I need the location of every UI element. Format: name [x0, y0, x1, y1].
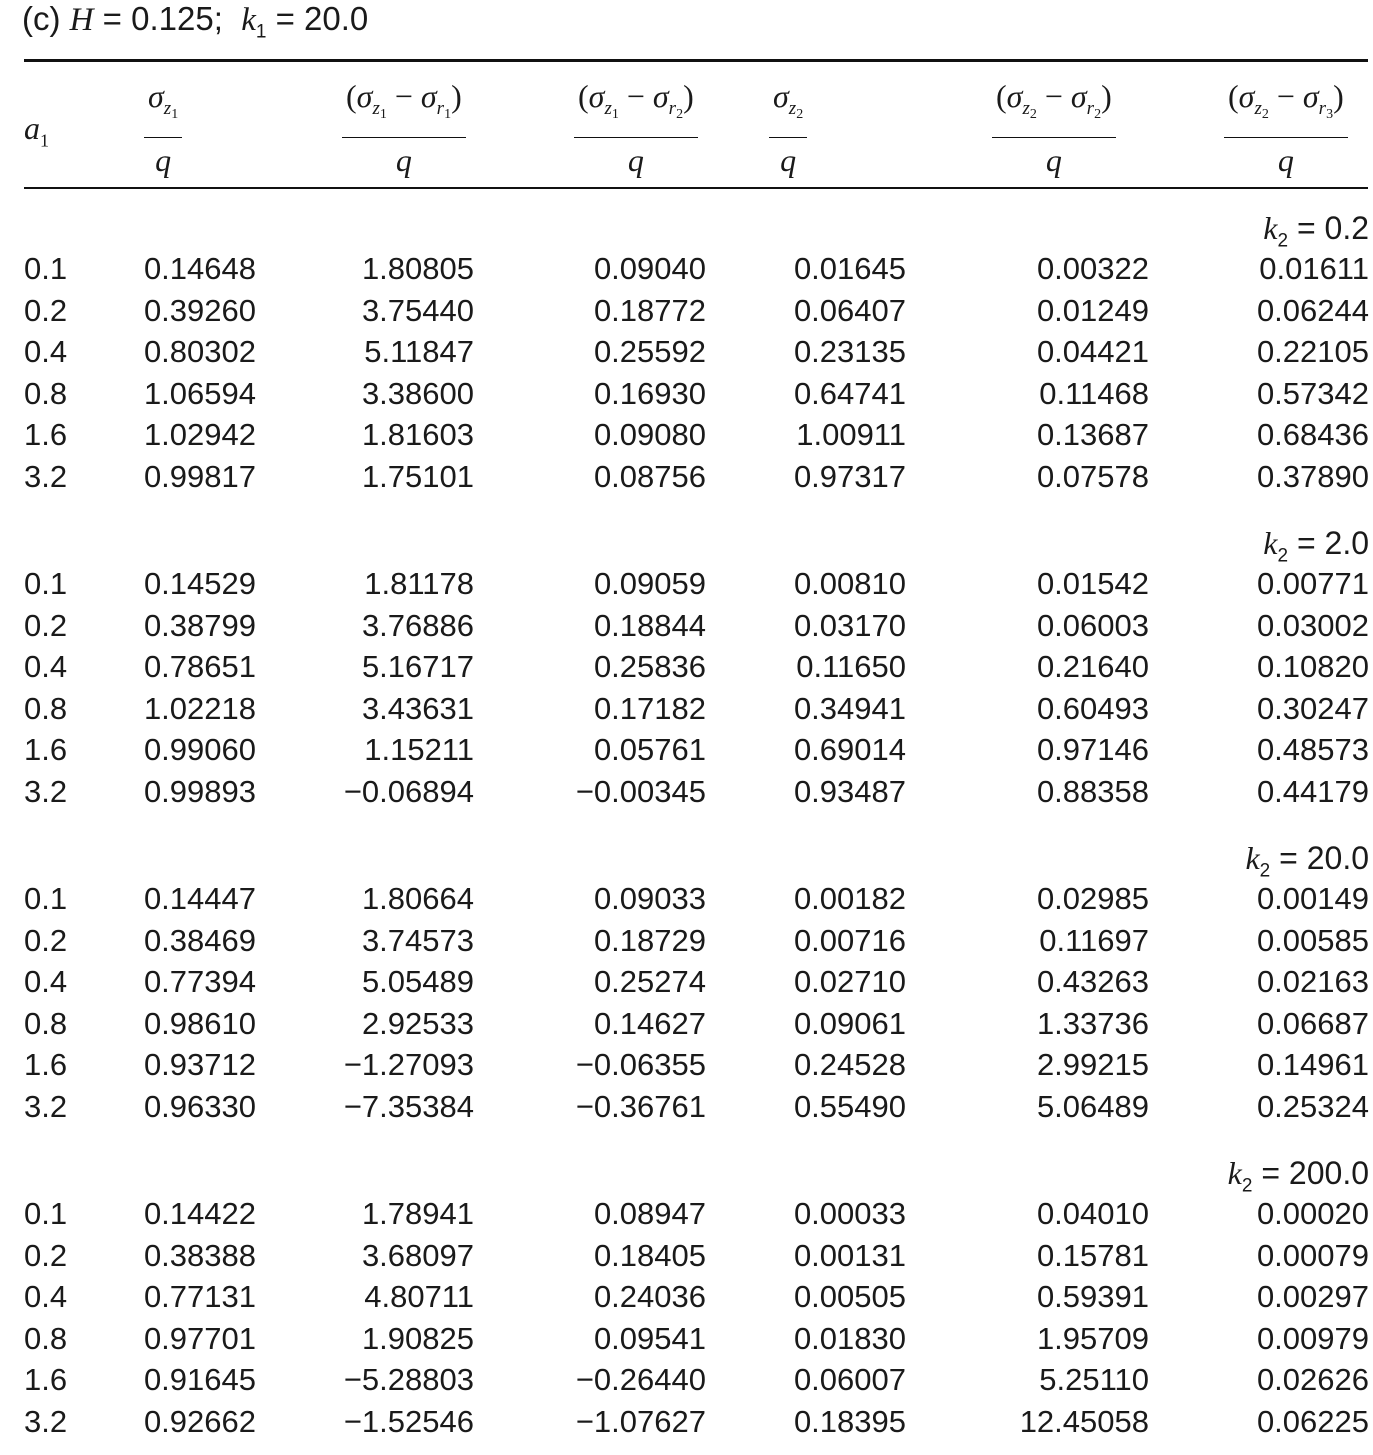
table-cell: 0.38469 [143, 922, 256, 958]
table-cell: 0.17182 [593, 690, 706, 726]
top-rule [24, 59, 1368, 62]
table-cell: 0.96330 [143, 1088, 256, 1124]
table-cell: 0.10820 [1256, 649, 1369, 684]
row-a1-value: 1.6 [24, 1362, 68, 1397]
table-cell: 0.09061 [793, 1005, 906, 1041]
table-cell: 0.97701 [143, 1320, 256, 1356]
table-cell: 0.30247 [1256, 690, 1369, 726]
table-cell: 0.18395 [793, 1403, 906, 1439]
table-cell: −0.26440 [575, 1362, 706, 1397]
table-cell: 0.04010 [1036, 1196, 1149, 1231]
header-numerator: $(\sigma_{z_1} - \sigma_{r_1})$ [342, 76, 466, 138]
table-cell: 0.11697 [1039, 922, 1149, 958]
table-cell: 0.00771 [1256, 566, 1369, 601]
table-cell: 0.00033 [793, 1196, 906, 1231]
table-cell: 0.14447 [143, 881, 256, 916]
table-cell: 0.08947 [593, 1196, 706, 1231]
table-cell: 3.75440 [361, 292, 474, 328]
table-cell: 0.03170 [793, 607, 906, 643]
row-a1-value: 0.4 [24, 649, 68, 684]
table-cell: 0.02163 [1256, 964, 1369, 999]
row-a1-value: 0.2 [24, 607, 68, 643]
table-cell: 0.09059 [593, 566, 706, 601]
table-cell: 0.59391 [1036, 1279, 1149, 1314]
table-cell: 0.22105 [1256, 334, 1369, 369]
table-cell: 0.99817 [143, 458, 256, 494]
table-cell: 0.00020 [1256, 1196, 1369, 1231]
table-cell: 0.98610 [143, 1005, 256, 1041]
table-cell: 0.24036 [593, 1279, 706, 1314]
table-cell: 0.00149 [1256, 881, 1369, 916]
caption-h-value: = 0.125; [93, 0, 242, 37]
table-cell: 1.80664 [361, 881, 474, 916]
table-cell: 0.06003 [1036, 607, 1149, 643]
caption-h-symbol: H [69, 2, 94, 38]
table-cell: 0.43263 [1036, 964, 1149, 999]
table-caption [22, 0, 368, 44]
column-header-6 [1224, 76, 1348, 182]
table-cell: 2.92533 [361, 1005, 474, 1041]
table-cell: 0.01645 [793, 251, 906, 286]
table-cell: 0.24528 [793, 1047, 906, 1082]
k2-group-label: $k_2 = 200.0$ [1227, 1155, 1369, 1197]
table-cell: 0.21640 [1036, 649, 1149, 684]
table-cell: 0.23135 [793, 334, 906, 369]
table-cell: −1.27093 [343, 1047, 474, 1082]
table-cell: 0.39260 [143, 292, 256, 328]
table-cell: 0.18405 [593, 1237, 706, 1273]
table-cell: 0.02985 [1036, 881, 1149, 916]
column-header-2 [342, 76, 466, 182]
table-cell: 1.33736 [1036, 1005, 1149, 1041]
caption-k1-subscript: 1 [255, 21, 267, 43]
table-cell: 5.16717 [361, 649, 474, 684]
table-cell: 5.06489 [1036, 1088, 1149, 1124]
table-cell: 0.02710 [793, 964, 906, 999]
table-cell: 0.00131 [793, 1237, 906, 1273]
header-numerator: $\sigma_{z_1}$ [144, 76, 182, 138]
header-denominator: q [1045, 142, 1062, 178]
row-a1-value: 0.1 [24, 1196, 68, 1231]
table-cell: 0.44179 [1256, 773, 1369, 809]
table-cell: 0.06687 [1256, 1005, 1369, 1041]
table-cell: −0.36761 [575, 1088, 706, 1124]
column-header-5 [992, 76, 1116, 182]
table-cell: 0.92662 [143, 1403, 256, 1439]
header-numerator: $(\sigma_{z_2} - \sigma_{r_3})$ [1224, 76, 1348, 138]
table-cell: 0.14961 [1256, 1047, 1369, 1082]
table-cell: −1.07627 [575, 1403, 706, 1439]
table-cell: 0.18844 [593, 607, 706, 643]
header-denominator: q [627, 142, 644, 178]
k2-group-label: $k_2 = 2.0$ [1263, 525, 1369, 567]
table-cell: 0.06407 [793, 292, 906, 328]
table-cell: 0.04421 [1036, 334, 1149, 369]
header-denominator: q [780, 142, 797, 178]
header-denominator: q [155, 142, 172, 178]
table-cell: 0.14648 [143, 251, 256, 286]
row-a1-value: 0.1 [24, 566, 68, 601]
table-cell: 1.75101 [361, 458, 474, 494]
row-a1-value: 0.8 [24, 1320, 68, 1356]
caption-prefix: (c) [22, 0, 70, 37]
table-cell: 0.00079 [1256, 1237, 1369, 1273]
table-cell: 0.11468 [1039, 375, 1149, 411]
row-a1-value: 0.2 [24, 922, 68, 958]
table-cell: 3.38600 [361, 375, 474, 411]
table-cell: −0.00345 [575, 773, 706, 809]
table-cell: 3.68097 [361, 1237, 474, 1273]
table-cell: 1.02942 [143, 417, 256, 452]
table-cell: 0.13687 [1036, 417, 1149, 452]
table-cell: 0.38799 [143, 607, 256, 643]
table-cell: 0.88358 [1036, 773, 1149, 809]
table-cell: 0.48573 [1256, 732, 1369, 767]
table-cell: 0.01542 [1036, 566, 1149, 601]
table-cell: 0.18772 [593, 292, 706, 328]
row-a1-value: 0.1 [24, 881, 68, 916]
table-cell: 0.60493 [1036, 690, 1149, 726]
table-cell: 0.11650 [796, 649, 906, 684]
table-cell: 0.64741 [793, 375, 906, 411]
table-cell: 0.16930 [593, 375, 706, 411]
table-cell: 0.14627 [593, 1005, 706, 1041]
row-a1-value: 0.8 [24, 375, 68, 411]
row-a1-value: 3.2 [24, 773, 68, 809]
table-cell: 0.97317 [793, 458, 906, 494]
table-cell: 0.25324 [1256, 1088, 1369, 1124]
caption-k1-value: = 20.0 [266, 0, 369, 37]
table-cell: 0.55490 [793, 1088, 906, 1124]
row-a1-value: 0.4 [24, 964, 68, 999]
table-cell: −7.35384 [343, 1088, 474, 1124]
table-cell: −0.06894 [343, 773, 474, 809]
table-cell: 0.09040 [593, 251, 706, 286]
row-a1-value: 3.2 [24, 1088, 68, 1124]
table-cell: 0.02626 [1256, 1362, 1369, 1397]
row-a1-value: 1.6 [24, 417, 68, 452]
table-cell: 0.00182 [793, 881, 906, 916]
header-a1 [24, 110, 49, 151]
table-cell: 0.00585 [1256, 922, 1369, 958]
table-cell: 0.38388 [143, 1237, 256, 1273]
table-cell: 0.97146 [1036, 732, 1149, 767]
table-cell: 0.37890 [1256, 458, 1369, 494]
row-a1-value: 0.4 [24, 334, 68, 369]
header-numerator: $\sigma_{z_2}$ [769, 76, 807, 138]
table-cell: 1.02218 [143, 690, 256, 726]
table-cell: 0.69014 [793, 732, 906, 767]
table-cell: 0.01249 [1036, 292, 1149, 328]
table-cell: 1.80805 [361, 251, 474, 286]
column-header-3 [574, 76, 698, 182]
table-cell: 1.81603 [361, 417, 474, 452]
table-cell: 3.74573 [361, 922, 474, 958]
table-cell: 0.14529 [143, 566, 256, 601]
k2-group-label: $k_2 = 20.0$ [1245, 840, 1369, 882]
row-a1-value: 0.8 [24, 690, 68, 726]
table-cell: 0.25274 [593, 964, 706, 999]
row-a1-value: 0.1 [24, 251, 68, 286]
table-cell: 0.80302 [143, 334, 256, 369]
header-numerator: $(\sigma_{z_2} - \sigma_{r_2})$ [992, 76, 1116, 138]
table-cell: −0.06355 [575, 1047, 706, 1082]
table-cell: 2.99215 [1036, 1047, 1149, 1082]
caption-k1-symbol: k [241, 2, 256, 38]
table-cell: 0.91645 [143, 1362, 256, 1397]
table-cell: 0.07578 [1036, 458, 1149, 494]
table-cell: 0.00322 [1036, 251, 1149, 286]
header-denominator: q [395, 142, 412, 178]
row-a1-value: 3.2 [24, 458, 68, 494]
row-a1-value: 1.6 [24, 1047, 68, 1082]
table-cell: 0.18729 [593, 922, 706, 958]
header-numerator: $(\sigma_{z_1} - \sigma_{r_2})$ [574, 76, 698, 138]
row-a1-value: 3.2 [24, 1403, 68, 1439]
table-cell: 0.03002 [1256, 607, 1369, 643]
header-a-subscript: 1 [40, 130, 49, 151]
table-cell: 3.76886 [361, 607, 474, 643]
table-cell: 0.06007 [793, 1362, 906, 1397]
table-cell: 12.45058 [1019, 1403, 1149, 1439]
table-cell: 0.93712 [143, 1047, 256, 1082]
table-cell: 0.68436 [1256, 417, 1369, 452]
table-cell: −5.28803 [343, 1362, 474, 1397]
row-a1-value: 0.8 [24, 1005, 68, 1041]
table-cell: 0.08756 [593, 458, 706, 494]
table-cell: 0.57342 [1256, 375, 1369, 411]
table-cell: 0.99060 [143, 732, 256, 767]
table-cell: 1.95709 [1036, 1320, 1149, 1356]
table-cell: 0.01611 [1259, 251, 1369, 286]
row-a1-value: 0.4 [24, 1279, 68, 1314]
table-cell: 0.25592 [593, 334, 706, 369]
table-cell: 4.80711 [364, 1279, 474, 1314]
table-cell: 0.00810 [793, 566, 906, 601]
table-cell: 0.78651 [143, 649, 256, 684]
table-cell: 0.77131 [143, 1279, 256, 1314]
header-a-symbol: a [24, 110, 40, 146]
column-header-1 [144, 76, 182, 182]
table-cell: −1.52546 [343, 1403, 474, 1439]
table-cell: 0.14422 [143, 1196, 256, 1231]
table-cell: 3.43631 [361, 690, 474, 726]
table-cell: 0.06244 [1256, 292, 1369, 328]
table-cell: 0.05761 [593, 732, 706, 767]
table-cell: 0.01830 [793, 1320, 906, 1356]
table-cell: 0.00979 [1256, 1320, 1369, 1356]
table-cell: 0.00716 [793, 922, 906, 958]
table-cell: 1.78941 [361, 1196, 474, 1231]
table-cell: 0.93487 [793, 773, 906, 809]
table-cell: 0.15781 [1036, 1237, 1149, 1273]
table-cell: 5.11847 [364, 334, 474, 369]
table-cell: 0.34941 [793, 690, 906, 726]
table-cell: 1.90825 [361, 1320, 474, 1356]
header-rule [24, 187, 1368, 189]
table-cell: 0.00505 [793, 1279, 906, 1314]
table-cell: 0.06225 [1256, 1403, 1369, 1439]
table-cell: 1.06594 [143, 375, 256, 411]
header-denominator: q [1277, 142, 1294, 178]
k2-group-label: $k_2 = 0.2$ [1263, 210, 1369, 252]
table-cell: 5.05489 [361, 964, 474, 999]
table-cell: 1.81178 [364, 566, 474, 601]
table-cell: 0.09080 [593, 417, 706, 452]
table-cell: 5.25110 [1039, 1362, 1149, 1397]
table-cell: 1.15211 [364, 732, 474, 767]
column-header-4 [769, 76, 807, 182]
row-a1-value: 0.2 [24, 1237, 68, 1273]
table-cell: 0.25836 [593, 649, 706, 684]
row-a1-value: 0.2 [24, 292, 68, 328]
table-cell: 0.77394 [143, 964, 256, 999]
table-cell: 0.00297 [1256, 1279, 1369, 1314]
table-cell: 0.09541 [593, 1320, 706, 1356]
table-cell: 1.00911 [796, 417, 906, 452]
table-cell: 0.99893 [143, 773, 256, 809]
row-a1-value: 1.6 [24, 732, 68, 767]
table-cell: 0.09033 [593, 881, 706, 916]
